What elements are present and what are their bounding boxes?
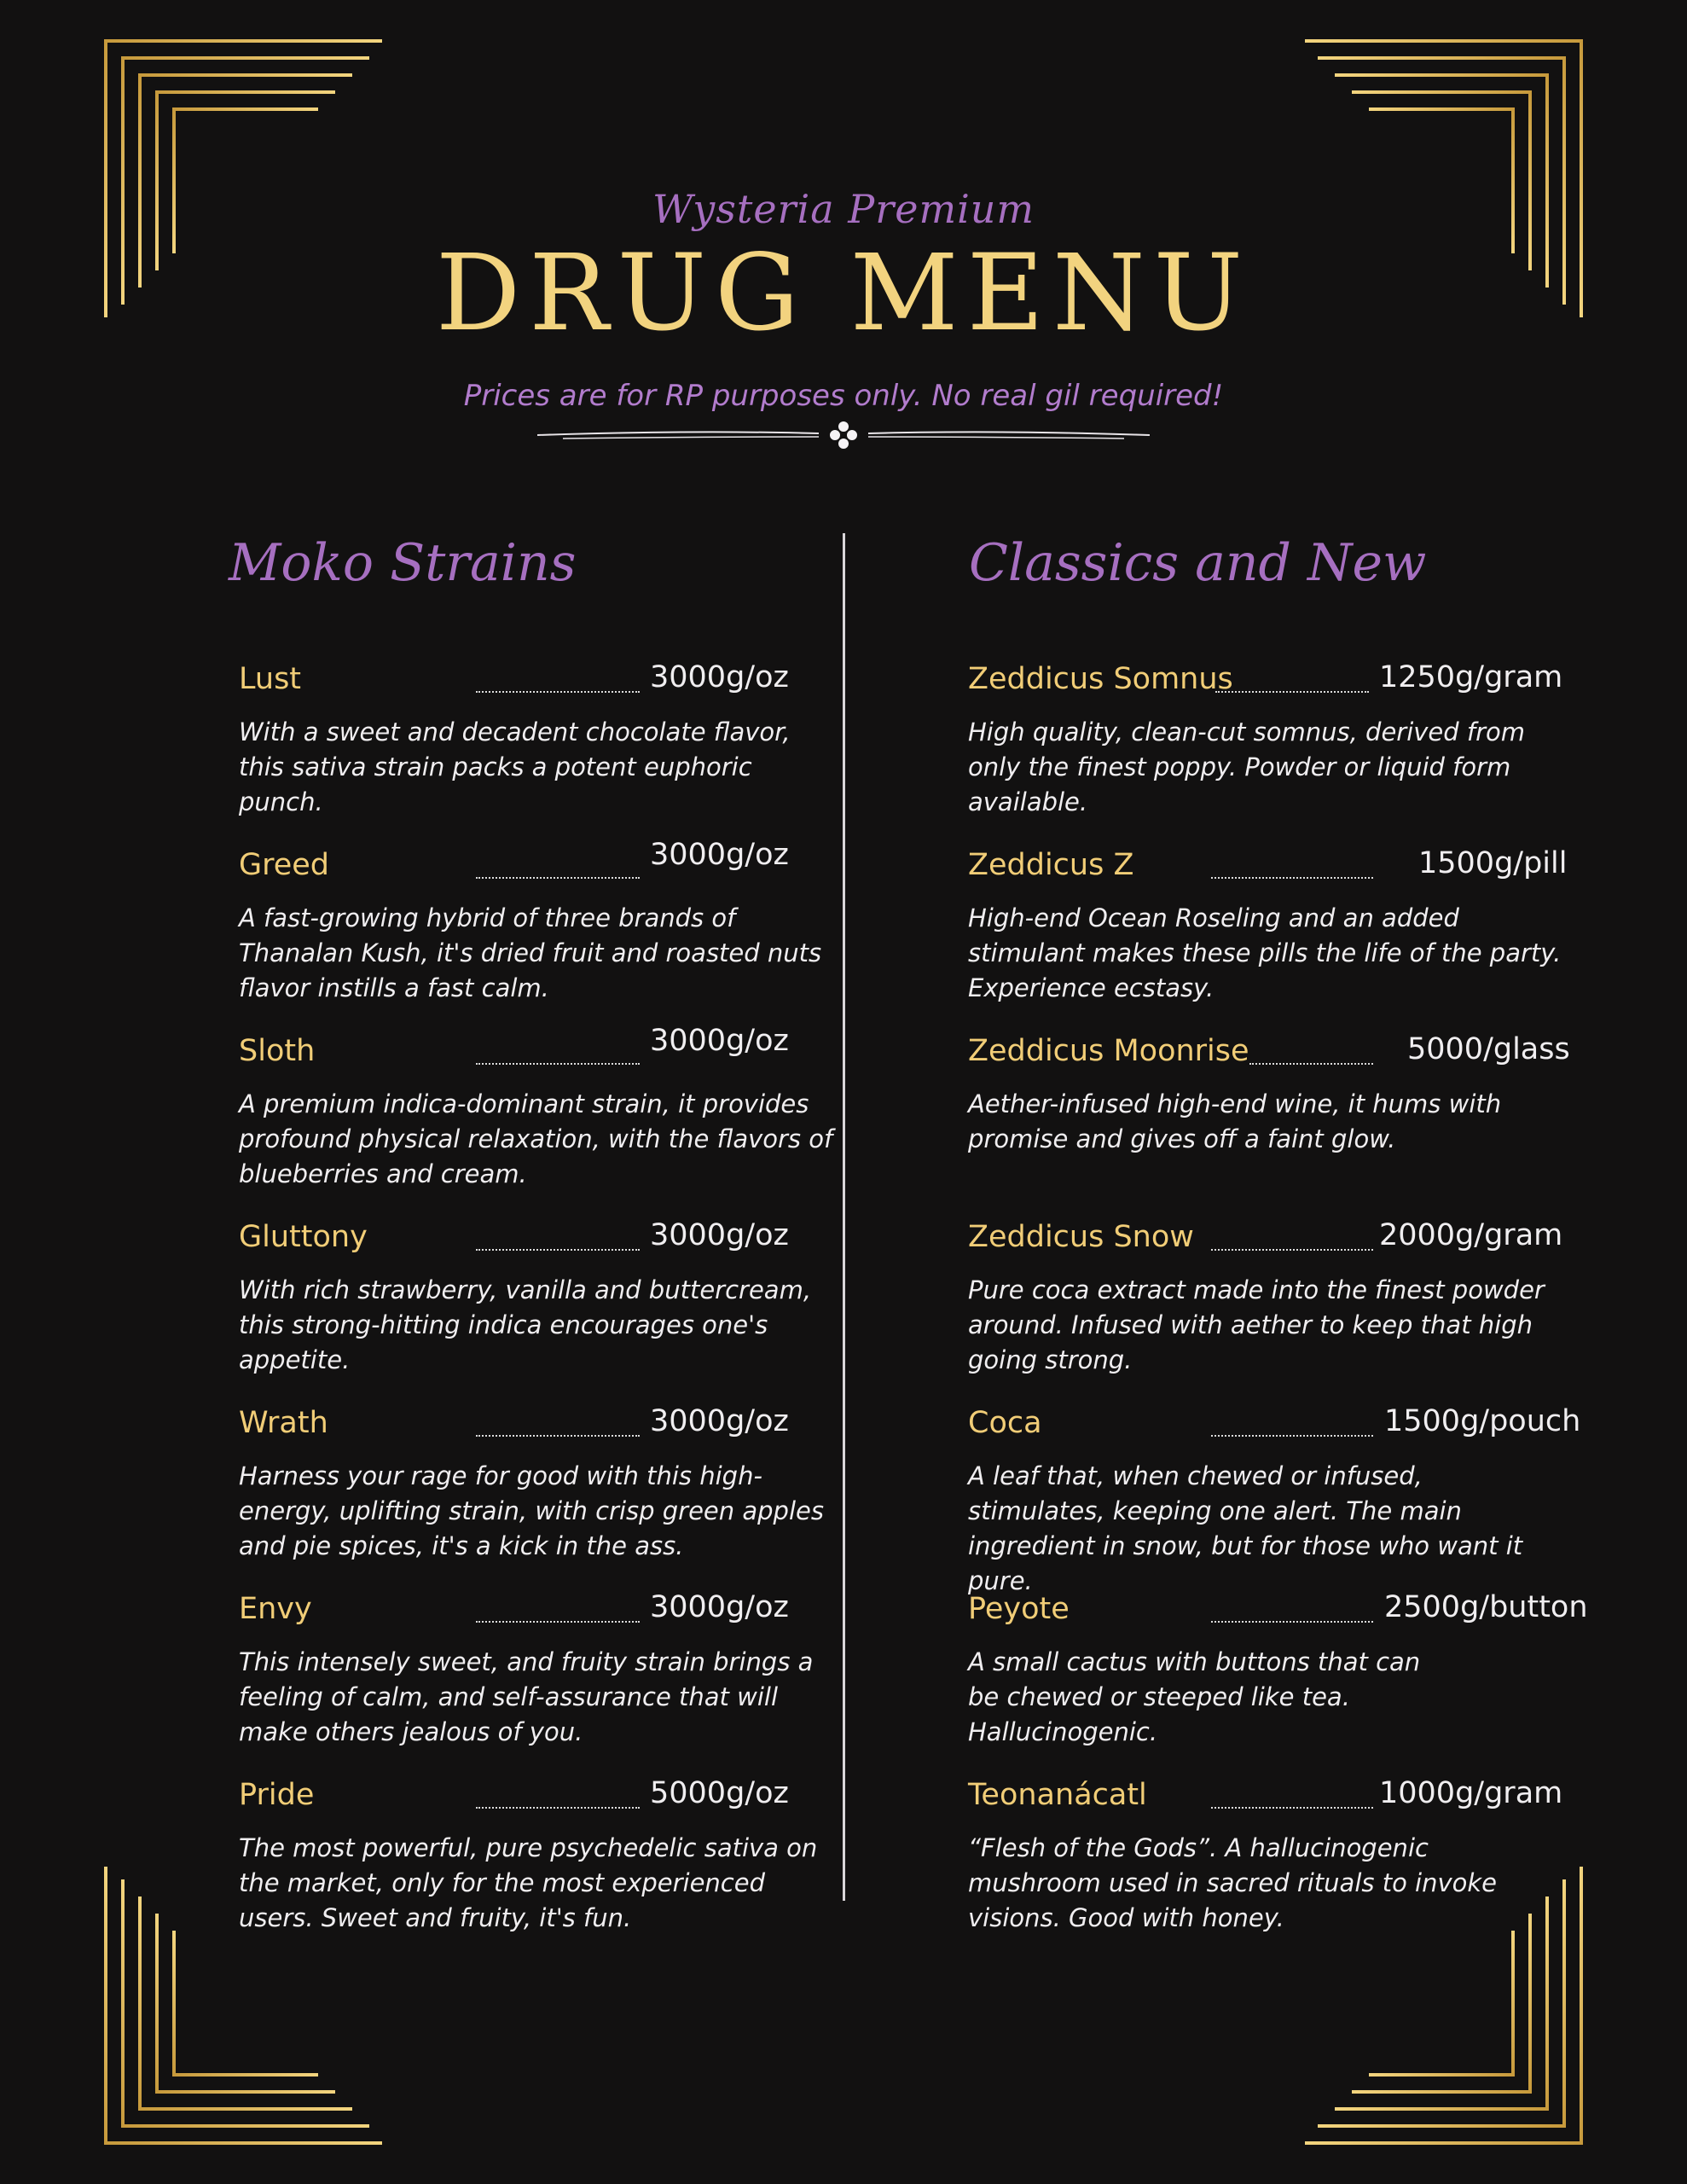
item-price: 2500g/button — [1384, 1590, 1588, 1624]
leader-dots — [1211, 1249, 1373, 1251]
leader-dots — [1249, 1063, 1373, 1065]
item-name: Teonanácatl — [968, 1778, 1147, 1812]
item-name: Zeddicus Snow — [968, 1220, 1194, 1254]
item-price: 3000g/oz — [650, 1024, 789, 1058]
item-name: Lust — [239, 662, 302, 696]
leader-dots — [1211, 877, 1373, 879]
item-price: 1000g/gram — [1379, 1776, 1563, 1810]
item-name: Zeddicus Z — [968, 848, 1134, 882]
item-price: 3000g/oz — [650, 660, 789, 694]
page-title: DRUG MENU — [435, 232, 1252, 355]
item-description: Harness your rage for good with this high-energy, uplifting strain, with crisp green apples and pie spices, it's a kick in the ass. — [239, 1461, 824, 1560]
leader-dots — [1211, 1435, 1373, 1437]
item-description: High-end Ocean Roseling and an added stimulant makes these pills the life of the party. Experience ecstasy. — [968, 903, 1562, 1002]
item-name: Pride — [239, 1778, 315, 1812]
item-name: Wrath — [239, 1406, 328, 1440]
item-name: Envy — [239, 1592, 312, 1626]
item-name: Peyote — [968, 1592, 1070, 1626]
item-description: High quality, clean-cut somnus, derived from only the finest poppy. Powder or liquid form available. — [968, 717, 1526, 816]
leader-dots — [476, 1435, 640, 1437]
column-divider — [843, 533, 845, 1901]
item-price: 5000g/oz — [650, 1776, 789, 1810]
item-description: A fast-growing hybrid of three brands of Thanalan Kush, it's dried fruit and roasted nuts flavor instills a fast calm. — [239, 903, 822, 1002]
item-name: Zeddicus Moonrise — [968, 1034, 1249, 1068]
item-price: 1250g/gram — [1379, 660, 1563, 694]
item-description: This intensely sweet, and fruity strain brings a feeling of calm, and self-assurance that will make others jealous of you. — [239, 1647, 814, 1746]
leader-dots — [1211, 1621, 1373, 1623]
item-description: The most powerful, pure psychedelic sativa on the market, only for the most experienced users. Sweet and fruity, it's fun. — [239, 1833, 818, 1932]
item-price: 1500g/pill — [1418, 846, 1568, 880]
flourish-icon — [537, 418, 1150, 452]
item-price: 3000g/oz — [650, 1218, 789, 1252]
script-subtitle: Wysteria Premium — [652, 186, 1035, 232]
item-name: Coca — [968, 1406, 1042, 1440]
flourish-divider — [537, 418, 1150, 452]
leader-dots — [476, 1249, 640, 1251]
item-description: Pure coca extract made into the finest powder around. Infused with aether to keep that high going strong. — [968, 1275, 1545, 1374]
leader-dots — [476, 691, 640, 693]
item-description: “Flesh of the Gods”. A hallucinogenic mushroom used in sacred rituals to invoke visions. Good with honey. — [968, 1833, 1498, 1932]
item-description: A premium indica-dominant strain, it provides profound physical relaxation, with the flavors of blueberries and cream. — [239, 1089, 833, 1188]
item-price: 2000g/gram — [1379, 1218, 1563, 1252]
leader-dots — [476, 1621, 640, 1623]
leader-dots — [476, 1063, 640, 1065]
item-description: A small cactus with buttons that can be chewed or steeped like tea. Hallucinogenic. — [968, 1647, 1421, 1746]
item-price: 3000g/oz — [650, 1590, 789, 1624]
item-price: 3000g/oz — [650, 838, 789, 872]
item-name: Sloth — [239, 1034, 316, 1068]
right-column-heading: Classics and New — [969, 533, 1427, 593]
leader-dots — [1211, 1807, 1373, 1809]
item-price: 5000/glass — [1407, 1032, 1570, 1066]
item-description: With rich strawberry, vanilla and buttercream, this strong-hitting indica encourages one's appetite. — [239, 1275, 812, 1374]
item-price: 1500g/pouch — [1384, 1404, 1581, 1438]
item-name: Zeddicus Somnus — [968, 662, 1233, 696]
item-description: With a sweet and decadent chocolate flavor, this sativa strain packs a potent euphoric punch. — [239, 717, 791, 816]
left-column-heading: Moko Strains — [229, 533, 577, 593]
disclaimer-text: Prices are for RP purposes only. No real gil required! — [463, 379, 1224, 413]
item-description: Aether-infused high-end wine, it hums with promise and gives off a faint glow. — [968, 1089, 1502, 1153]
item-price: 3000g/oz — [650, 1404, 789, 1438]
item-name: Greed — [239, 848, 330, 882]
leader-dots — [1215, 691, 1369, 693]
leader-dots — [476, 1807, 640, 1809]
item-description: A leaf that, when chewed or infused, stimulates, keeping one alert. The main ingredient in snow, but for those who want it pure. — [968, 1461, 1523, 1595]
leader-dots — [476, 877, 640, 879]
item-name: Gluttony — [239, 1220, 368, 1254]
